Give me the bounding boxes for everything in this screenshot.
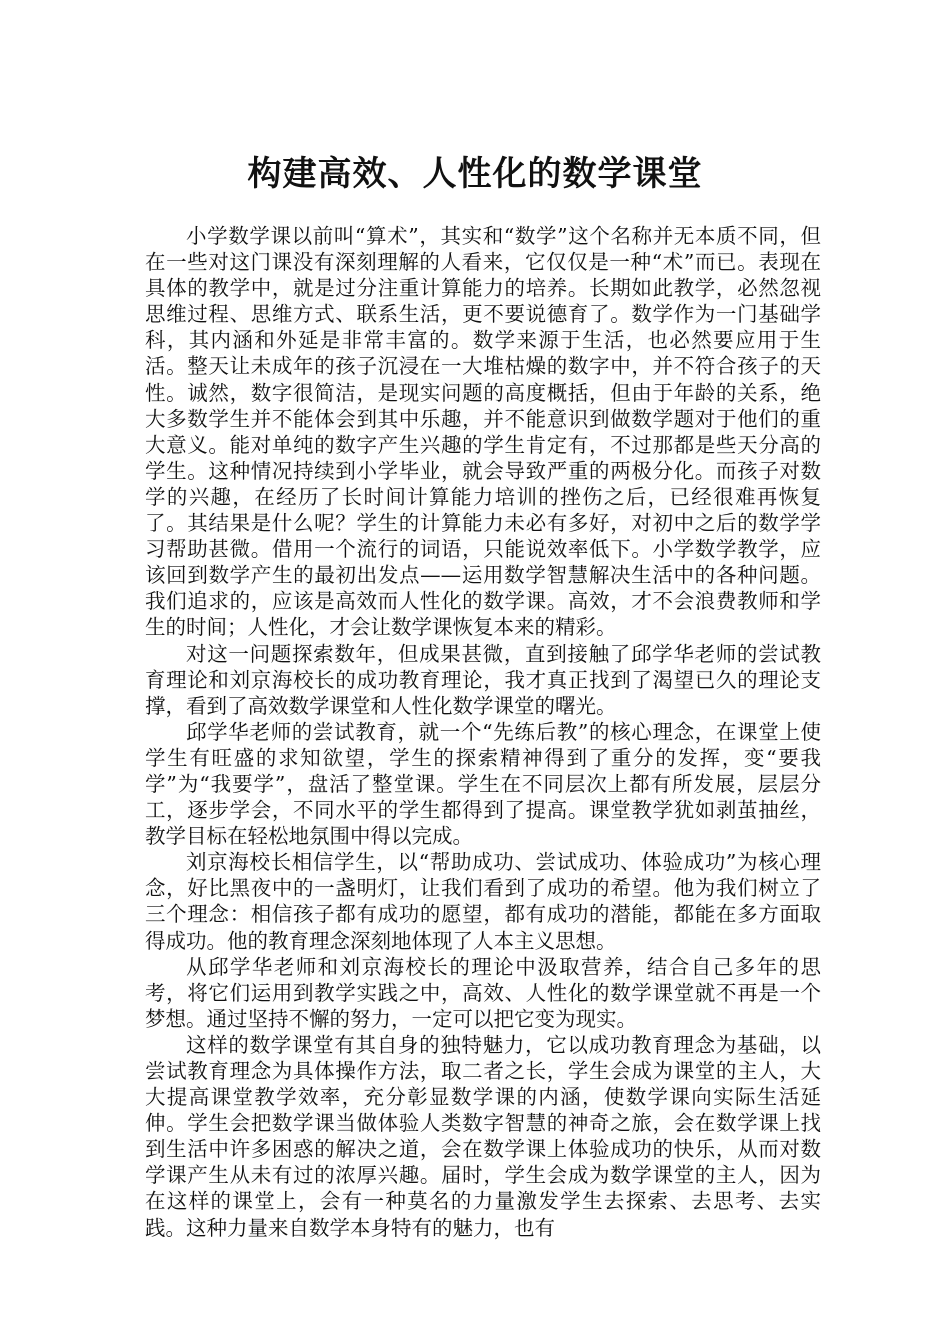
paragraph-3: 邱学华老师的尝试教育，就一个“先练后教”的核心理念，在课堂上使学生有旺盛的求知欲望，学生的探索精神得到了重分的发挥，变“要我学”为“我要学”，盘活了整堂课。学生在不同层次上都有所发展，层层分工，逐步学会，不同水平的学生都得到了提高。课堂教学犹如剥茧抽丝，教学目标在轻松地氛围中得以完成。 xyxy=(145,719,821,849)
document-title: 构建高效、人性化的数学课堂 xyxy=(247,153,703,194)
paragraph-6: 这样的数学课堂有其自身的独特魅力，它以成功教育理念为基础，以尝试教育理念为具体操作方法，取二者之长，学生会成为课堂的主人，大大提高课堂教学效率，充分彰显数学课的内涵，使数学课向实际生活延伸。学生会把数学课当做体验人类数字智慧的神奇之旅，会在数学课上找到生活中许多困惑的解决之道，会在数学课上体验成功的快乐，从而对数学课产生从未有过的浓厚兴趣。届时，学生会成为数学课堂的主人，因为在这样的课堂上，会有一种莫名的力量激发学生去探索、去思考、去实践。这种力量来自数学本身特有的魅力，也有 xyxy=(145,1032,821,1240)
document-body xyxy=(145,223,821,1241)
paragraph-2: 对这一问题探索数年，但成果甚微，直到接触了邱学华老师的尝试教育理论和刘京海校长的成功教育理论，我才真正找到了渴望已久的理论支撑，看到了高效数学课堂和人性化数学课堂的曙光。 xyxy=(145,641,821,718)
paragraph-4: 刘京海校长相信学生，以“帮助成功、尝试成功、体验成功”为核心理念，好比黑夜中的一盏明灯，让我们看到了成功的希望。他为我们树立了三个理念：相信孩子都有成功的愿望，都有成功的潜能，都能在多方面取得成功。他的教育理念深刻地体现了人本主义思想。 xyxy=(145,850,821,953)
paragraph-5: 从邱学华老师和刘京海校长的理论中汲取营养，结合自己多年的思考，将它们运用到教学实践之中，高效、人性化的数学课堂就不再是一个梦想。通过坚持不懈的努力，一定可以把它变为现实。 xyxy=(145,954,821,1031)
paragraph-1: 小学数学课以前叫“算术”，其实和“数学”这个名称并无本质不同，但在一些对这门课没有深刻理解的人看来，它仅仅是一种“术”而已。表现在具体的教学中，就是过分注重计算能力的培养。长期如此教学，必然忽视思维过程、思维方式、联系生活，更不要说德育了。数学作为一门基础学科，其内涵和外延是非常丰富的。数学来源于生活，也必然要应用于生活。整天让未成年的孩子沉浸在一大堆枯燥的数字中，并不符合孩子的天性。诚然，数字很简洁，是现实问题的高度概括，但由于年龄的关系，绝大多数学生并不能体会到其中乐趣，并不能意识到做数学题对于他们的重大意义。能对单纯的数字产生兴趣的学生肯定有，不过那都是些天分高的学生。这种情况持续到小学毕业，就会导致严重的两极分化。而孩子对数学的兴趣，在经历了长时间计算能力培训的挫伤之后，已经很难再恢复了。其结果是什么呢？学生的计算能力未必有多好，对初中之后的数学学习帮助甚微。借用一个流行的词语，只能说效率低下。小学数学教学，应该回到数学产生的最初出发点——运用数学智慧解决生活中的各种问题。我们追求的，应该是高效而人性化的数学课。高效，才不会浪费教师和学生的时间；人性化，才会让数学课恢复本来的精彩。 xyxy=(145,224,821,640)
